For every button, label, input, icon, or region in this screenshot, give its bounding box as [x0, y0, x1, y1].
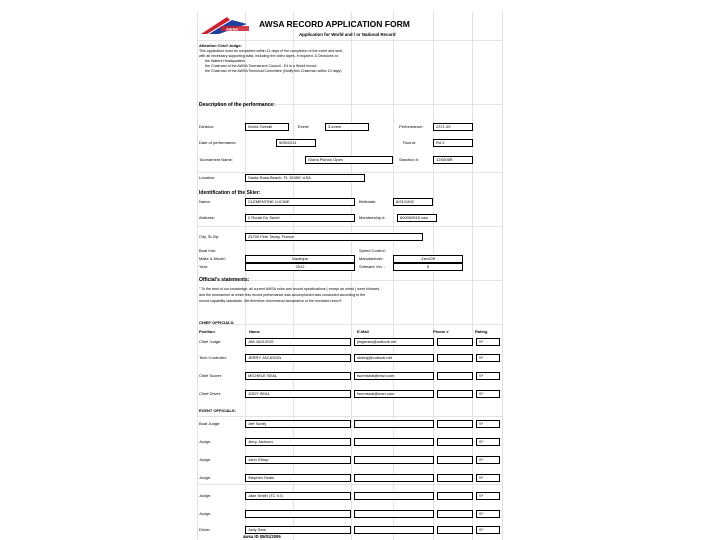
official-rating-field[interactable]: S* — [476, 420, 500, 428]
official-position: Judge: — [199, 439, 212, 444]
official-phone-field[interactable] — [437, 456, 473, 464]
form-footer: awsa ID 05/01/2006 — [243, 534, 281, 539]
official-rating-field[interactable]: S* — [476, 390, 500, 398]
statement-line: " To the best of our knowledge, all current AWSA rules and record specifications ( except as noted ) were followed, — [199, 287, 381, 291]
official-email-field[interactable] — [354, 456, 434, 464]
official-rating-field[interactable]: S* — [476, 456, 500, 464]
make-field[interactable]: Nautique — [245, 255, 355, 263]
address-field[interactable]: 2 Route Du Savet — [245, 214, 355, 222]
software-label: Software Ver. : — [359, 264, 386, 269]
logo-text: AWSA — [226, 26, 238, 32]
official-phone-field[interactable] — [437, 492, 473, 500]
chief-officials-heading: CHIEF OFFICIALS: — [199, 320, 235, 325]
official-position: Boat Judge: — [199, 421, 221, 426]
official-rating-field[interactable]: S* — [476, 526, 500, 534]
sanction-label: Sanction #: — [399, 157, 420, 162]
official-name-field[interactable]: Jake Smith (TC VJ) — [245, 492, 351, 500]
event-field[interactable]: 3-event — [325, 123, 369, 131]
official-position: Judge: — [199, 493, 212, 498]
event-label: Event: — [298, 124, 310, 129]
performance-field[interactable]: 2371.09 — [433, 123, 473, 131]
tournament-label: Tournament Name: — [199, 157, 234, 162]
official-email-field[interactable] — [354, 510, 434, 518]
performance-label: Performance: — [399, 124, 424, 129]
speed-control-label: Speed Control: — [359, 248, 386, 253]
date-field[interactable]: 5/05/2011 — [276, 139, 316, 147]
official-email-field[interactable] — [354, 438, 434, 446]
official-email-field[interactable] — [354, 492, 434, 500]
grid-line — [197, 172, 503, 173]
location-label: Location: — [199, 175, 216, 180]
official-position: Chief Scorer: — [199, 373, 223, 378]
official-phone-field[interactable] — [437, 354, 473, 362]
official-name-field[interactable]: Stephen Seals — [245, 474, 351, 482]
year-field[interactable]: 2012 — [245, 263, 355, 271]
division-label: Division: — [199, 124, 215, 129]
official-position: Driver: — [199, 527, 211, 532]
name-label: Name: — [199, 199, 211, 204]
official-rating-field[interactable]: S* — [476, 438, 500, 446]
attention-line: the Waters Headquarters — [205, 59, 246, 63]
boat-info-label: Boat Info: — [199, 248, 217, 253]
membership-label: Membership #: — [359, 215, 386, 220]
skier-name-field[interactable]: CLEMENTINE LUCINE — [245, 198, 355, 206]
official-rating-field[interactable]: S* — [476, 354, 500, 362]
official-email-field[interactable]: skiersj@outlook.net — [354, 354, 434, 362]
city-field[interactable]: 24700 Fete Tavay, France — [245, 233, 423, 241]
official-rating-field[interactable]: S* — [476, 474, 500, 482]
birthdate-field[interactable]: 8/21/1992 — [393, 198, 433, 206]
official-phone-field[interactable] — [437, 474, 473, 482]
official-phone-field[interactable] — [437, 510, 473, 518]
form-title: AWSA RECORD APPLICATION FORM — [259, 19, 410, 29]
event-officials-heading: EVENT OFFICIALS: — [199, 408, 236, 413]
attention-line: with all necessary supporting data, including the video tapes, if required, & Decisions to: — [199, 54, 339, 58]
grid-line — [502, 12, 503, 540]
official-email-field[interactable]: fscrmseal@msn.com — [354, 390, 434, 398]
tournament-field[interactable]: Gluria Pichon Open — [305, 156, 393, 164]
official-phone-field[interactable] — [437, 438, 473, 446]
sanction-field[interactable]: 12S005R — [433, 156, 473, 164]
official-name-field[interactable]: JODY SEAL — [245, 390, 351, 398]
skier-heading: Identification of the Skier: — [199, 190, 261, 196]
attention-heading: Attention Chief Judge: — [199, 43, 242, 48]
official-email-field[interactable] — [354, 474, 434, 482]
official-name-field[interactable]: Jerry Jackson — [245, 438, 351, 446]
official-position: Judge: — [199, 457, 212, 462]
grid-line — [197, 416, 503, 417]
birthdate-label: Birthdate: — [359, 199, 377, 204]
grid-line — [197, 484, 503, 485]
location-field[interactable]: Santa Rosa Beach, FL 32459, USA — [245, 174, 365, 182]
official-email-field[interactable] — [354, 420, 434, 428]
attention-line: the Chairman of the AWSA Technical Committee (Notify this Chairman within 10 days) — [205, 69, 342, 73]
official-email-field[interactable]: jimjames@outlook.net — [354, 338, 434, 346]
year-label: Year: — [199, 264, 209, 269]
make-label: Make & Model: — [199, 256, 226, 261]
statement-line: and the tournament at which this record performance was accomplished was conducted according to the — [199, 293, 366, 297]
official-name-field[interactable]: JIM JAGLESS — [245, 338, 351, 346]
official-position: Tech Controller: — [199, 355, 228, 360]
official-phone-field[interactable] — [437, 338, 473, 346]
official-position: Judge: — [199, 511, 212, 516]
division-field[interactable]: World Overall — [245, 123, 289, 131]
city-label: City, St Zip: — [199, 234, 220, 239]
column-rating: Rating — [475, 329, 488, 334]
official-rating-field[interactable]: S* — [476, 372, 500, 380]
column-name: Name — [249, 329, 260, 334]
official-name-field[interactable]: Jeff Surtej — [245, 420, 351, 428]
grid-line — [197, 40, 503, 41]
performance-heading: Description of the performance: — [199, 102, 275, 108]
form-subtitle: Application for World and / or National Record — [299, 32, 396, 37]
manufacturer-field[interactable]: ZeroOff — [393, 255, 463, 263]
column-phone: Phone # — [433, 329, 449, 334]
statements-heading: Official's statements: — [199, 277, 250, 283]
manufacturer-label: Manufacturer: — [359, 256, 384, 261]
official-rating-field[interactable]: S* — [476, 338, 500, 346]
official-phone-field[interactable] — [437, 390, 473, 398]
official-position: Chief Driver: — [199, 391, 222, 396]
round-field[interactable]: Rd 2 — [433, 139, 473, 147]
official-position: Judge: — [199, 475, 212, 480]
date-label: Date of performance: — [199, 140, 237, 145]
official-position: Chief Judge: — [199, 339, 222, 344]
software-field[interactable]: 5 — [393, 263, 463, 271]
official-name-field[interactable]: JERRY JACKSON — [245, 354, 351, 362]
grid-line — [197, 12, 198, 540]
official-phone-field[interactable] — [437, 526, 473, 534]
grid-line — [197, 226, 503, 227]
column-email: E-Mail — [357, 329, 369, 334]
column-position: Position — [199, 329, 215, 334]
official-name-field[interactable] — [245, 510, 351, 518]
statement-line: record capability standards. We therefore recommend acceptance of the enclosed record" — [199, 299, 342, 303]
official-email-field[interactable]: fscrmseal@msn.com — [354, 372, 434, 380]
membership-field[interactable]: 600000515 usa — [397, 214, 437, 222]
grid-line — [197, 324, 503, 325]
official-name-field[interactable]: John Ghiop — [245, 456, 351, 464]
official-phone-field[interactable] — [437, 372, 473, 380]
grid-line — [351, 12, 352, 540]
official-rating-field[interactable]: S* — [476, 492, 500, 500]
official-rating-field[interactable]: S* — [476, 510, 500, 518]
official-phone-field[interactable] — [437, 420, 473, 428]
official-name-field[interactable]: Jody Seal — [245, 526, 351, 534]
record-application-sheet — [197, 12, 503, 540]
awsa-logo — [199, 14, 251, 36]
attention-line: the Chairman of the AWSA Tournament Council - if it is a World record — [205, 64, 317, 68]
official-name-field[interactable]: MICHELE SEAL — [245, 372, 351, 380]
round-label: Round: — [403, 140, 416, 145]
attention-line: This application must be completed within 21 days of the completion of the event and sent, — [199, 49, 344, 53]
address-label: Address: — [199, 215, 215, 220]
official-email-field[interactable] — [354, 526, 434, 534]
